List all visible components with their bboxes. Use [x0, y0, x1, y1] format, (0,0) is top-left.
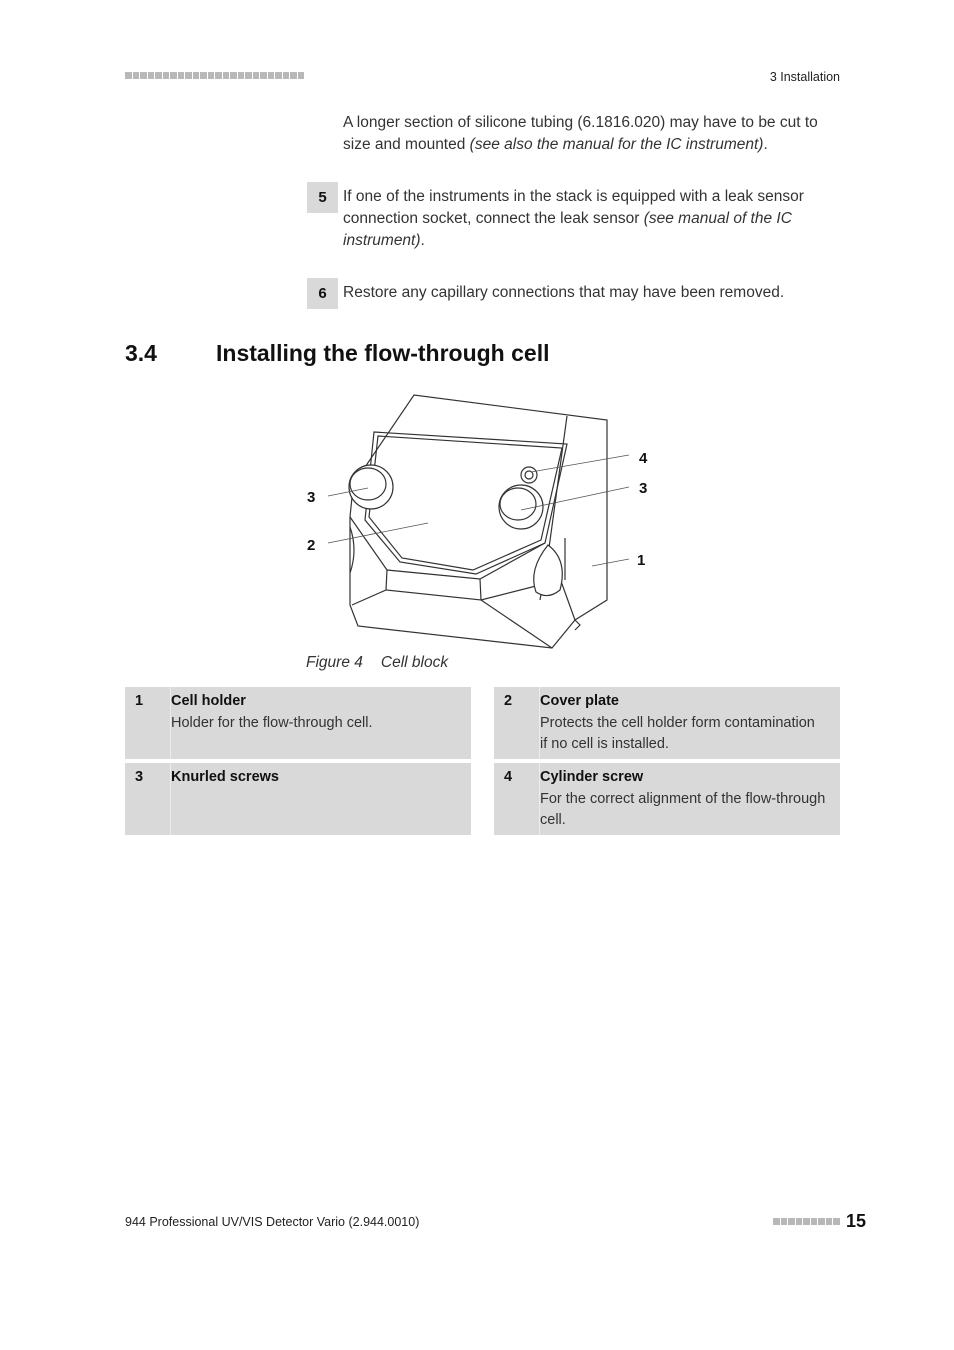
legend-description: Holder for the flow-through cell.: [171, 715, 373, 731]
figure-caption-text: Cell block: [380, 654, 449, 671]
legend-description: Protects the cell holder form contamination if no cell is installed.: [540, 715, 815, 752]
footer-decoration: [773, 1218, 840, 1225]
legend-title: Cell holder: [171, 693, 246, 709]
step-number: 6: [307, 278, 338, 309]
legend-description: For the correct alignment of the flow-through cell.: [540, 791, 826, 828]
callout-label: 3: [639, 480, 648, 497]
intro-paragraph: A longer section of silicone tubing (6.1816.020) may have to be cut to size and mounted (see also the manual for the IC instrument).: [343, 114, 818, 153]
section-number: 3.4: [125, 340, 157, 366]
legend-title: Cylinder screw: [540, 769, 644, 785]
step-number: 5: [307, 182, 338, 213]
legend-title: Knurled screws: [171, 769, 279, 785]
footer-document-title: 944 Professional UV/VIS Detector Vario (2.944.0010): [125, 1215, 420, 1229]
figure-caption: [306, 654, 448, 672]
knurled-screw-left: [349, 465, 393, 509]
legend-number: 4: [504, 769, 513, 785]
section-title-text: Installing the flow-through cell: [216, 340, 550, 366]
cell-holder-recess: [534, 545, 563, 596]
legend-number: 3: [135, 769, 144, 785]
legend-item: [125, 763, 471, 835]
callout-label: 1: [637, 552, 646, 569]
figure-caption-label: Figure 4: [306, 654, 363, 671]
legend-number: 1: [135, 693, 144, 709]
section-heading: [125, 340, 550, 367]
header-decoration: [125, 72, 304, 79]
step-text: Restore any capillary connections that may have been removed.: [343, 284, 785, 301]
page-number: 15: [846, 1211, 867, 1231]
cylinder-screw: [521, 467, 537, 483]
header-section-title: 3 Installation: [769, 70, 840, 84]
step-text: If one of the instruments in the stack is equipped with a leak sensor connection socket, connect the leak sensor (see manual of the IC instrument).: [343, 188, 804, 249]
cell-block-figure: [300, 388, 660, 658]
callout-label: 3: [307, 489, 316, 506]
legend-item: [494, 763, 840, 835]
callout-label: 4: [639, 450, 648, 467]
legend-item: [125, 687, 471, 759]
legend-number: 2: [504, 693, 513, 709]
callout-label: 2: [307, 537, 316, 554]
legend-item: [494, 687, 840, 759]
legend-title: Cover plate: [540, 693, 619, 709]
